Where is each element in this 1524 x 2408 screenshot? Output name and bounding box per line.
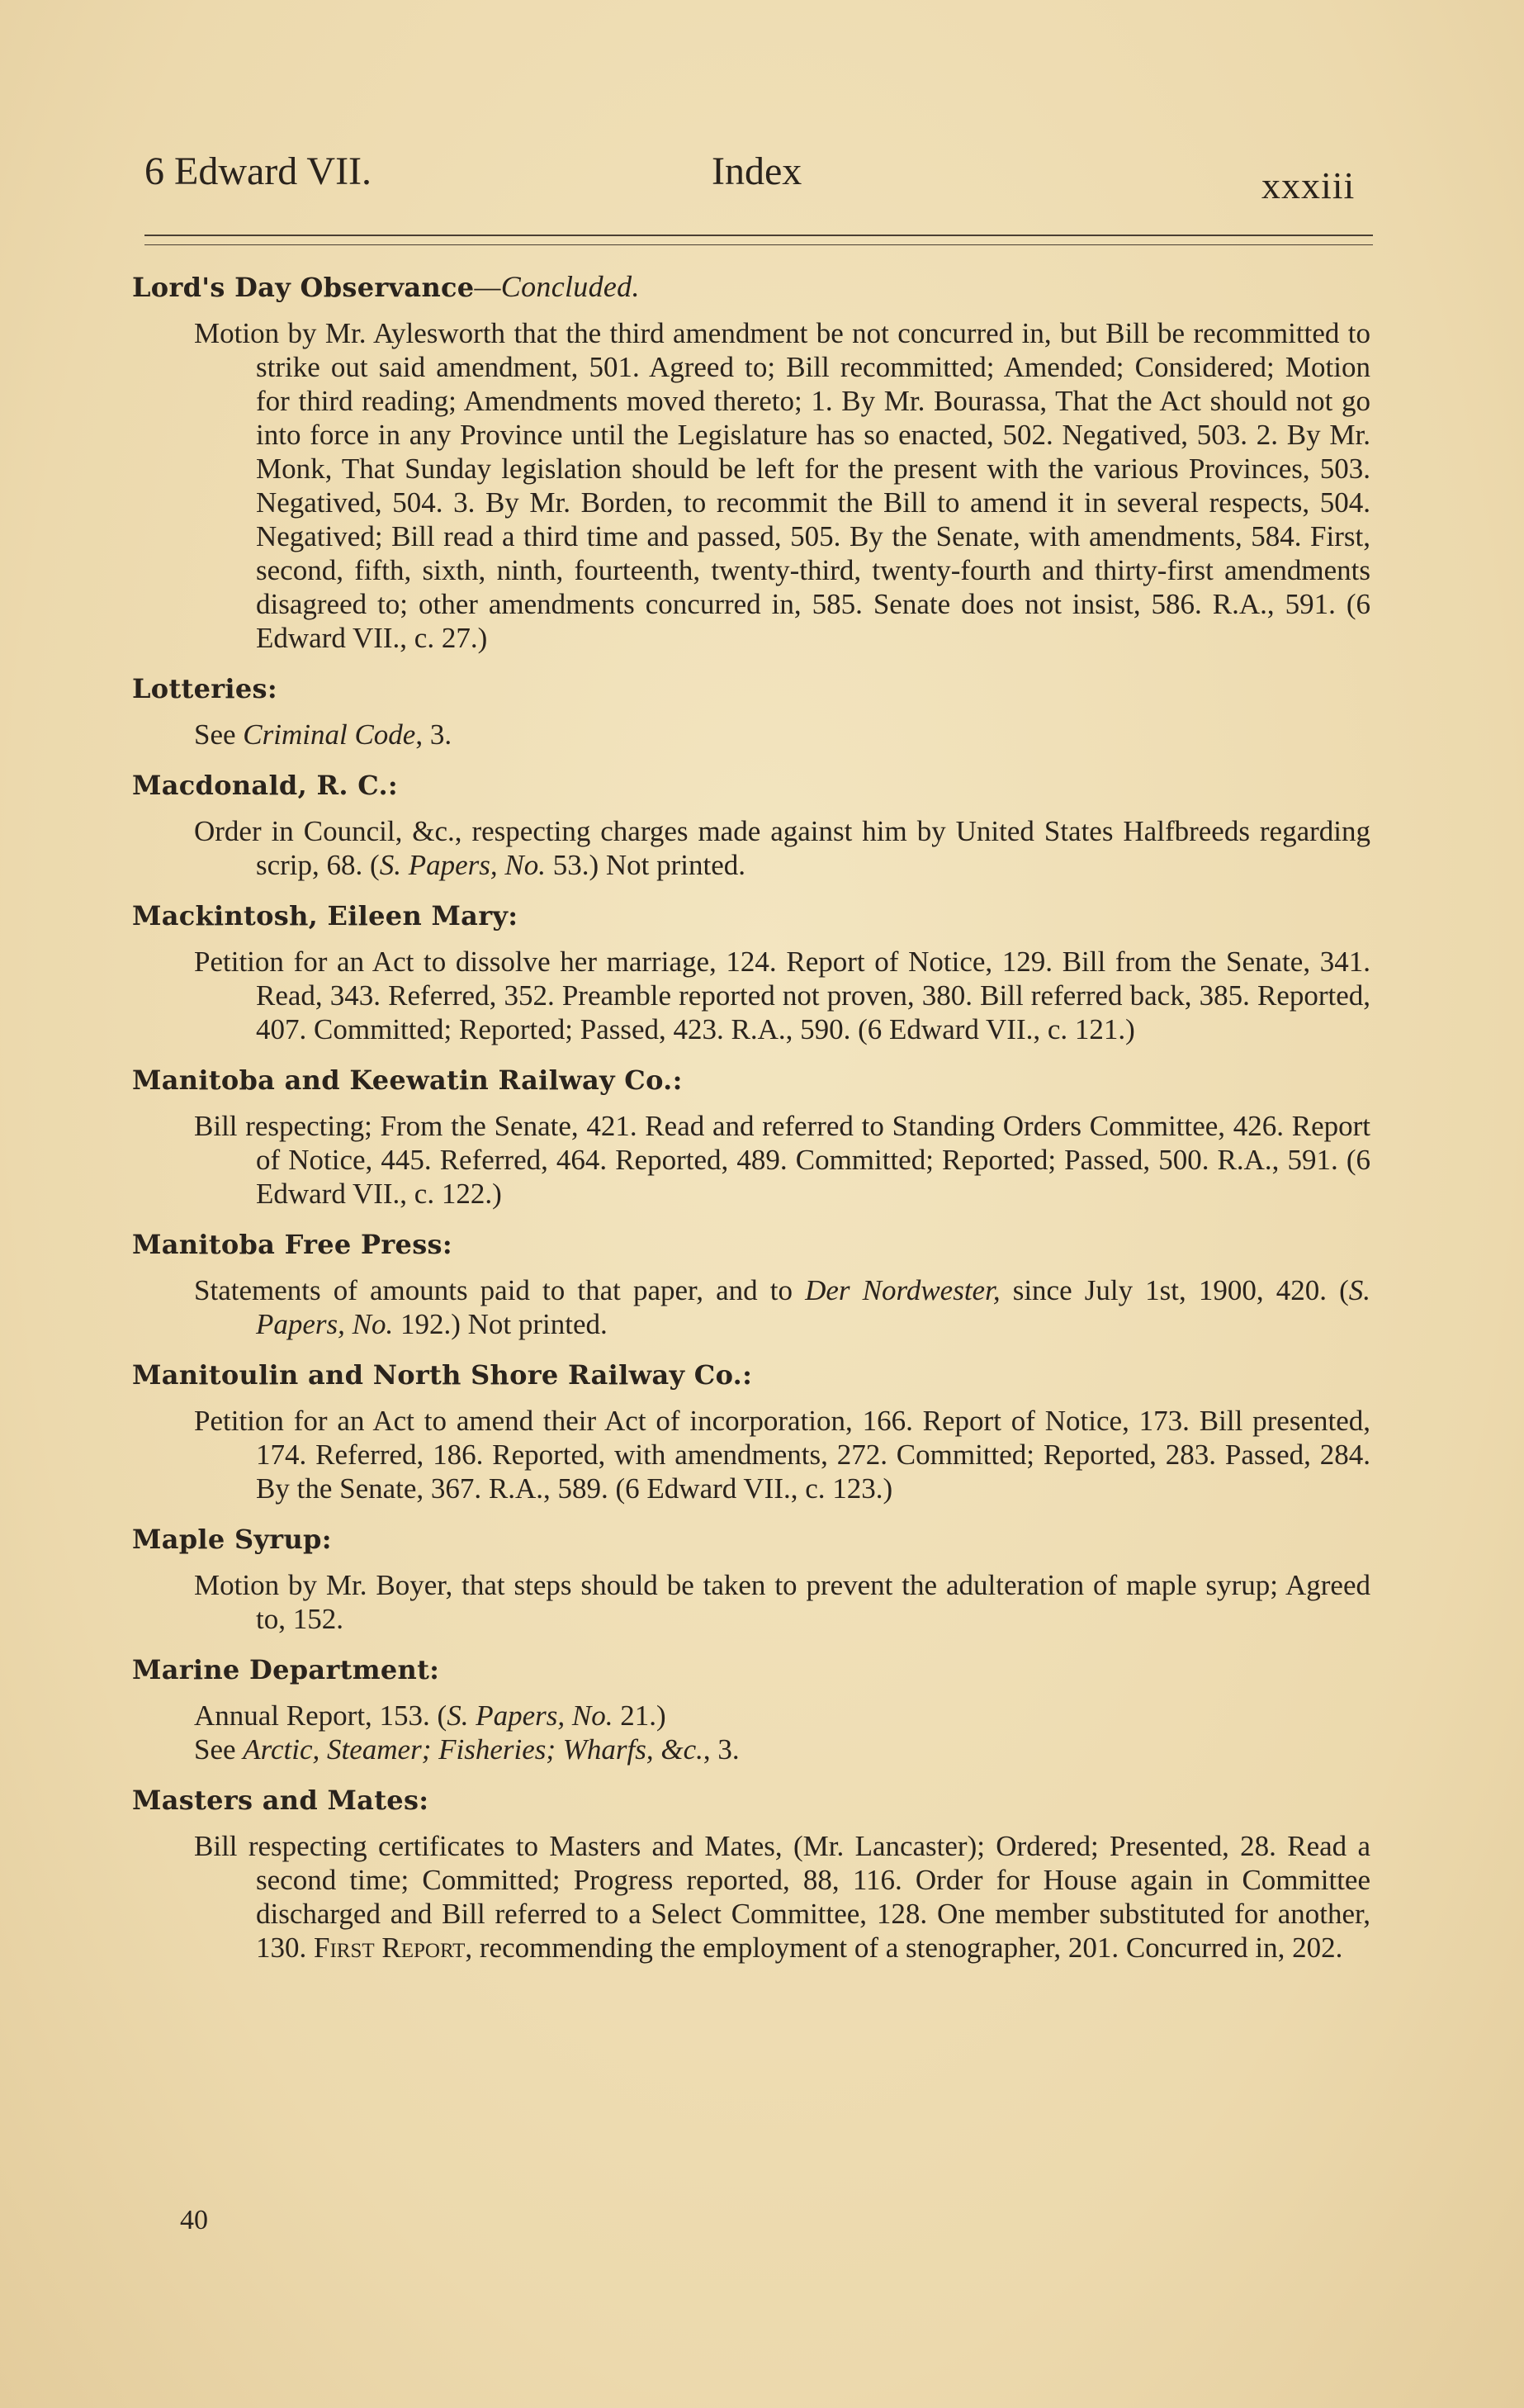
index-entry-masters-mates [132,1783,1370,1965]
entry-heading: Maple Syrup: [132,1524,332,1555]
entry-body: Order in Council, &c., respecting charges made against him by United States Halfbreeds regarding scrip, 68. (S. Papers, No. 53.) Not printed. [194,815,1370,881]
header-rule [144,235,1373,236]
entry-body: Petition for an Act to amend their Act of incorporation, 166. Report of Notice, 173. Bill presented, 174. Referred, 186. Reported, with amendments, 272. Committed; Reported, 283. Passed, 284. By the Senate, 367. R.A., 589. (6 Edward VII., c. 123.) [194,1405,1370,1505]
entry-heading: Masters and Mates: [132,1785,429,1816]
entry-heading: Manitoulin and North Shore Railway Co.: [132,1359,753,1391]
index-entry-marine-department [132,1652,1370,1766]
entry-body-line-2: See Arctic, Steamer; Fisheries; Wharfs, &c., 3. [194,1733,740,1766]
entry-heading: Manitoba and Keewatin Railway Co.: [132,1064,683,1096]
index-entry-maple-syrup [132,1522,1370,1636]
entry-body: Bill respecting certificates to Masters and Mates, (Mr. Lancaster); Ordered; Presented, 28. Read a second time; Committed; Progress reported, 88, 116. Order for House again in Committee discharged and Bill referred to a Select Committee, 128. One member substituted for another, 130. First Report, recommending the employment of a stenographer, 201. Concurred in, 202. [194,1830,1370,1964]
index-entry-manitoba-keewatin [132,1063,1370,1211]
index-content [132,269,1370,1981]
entry-body: Bill respecting; From the Senate, 421. Read and referred to Standing Orders Committee, 426. Report of Notice, 445. Referred, 464. Reported, 489. Committed; Reported; Passed, 500. R.A., 591. (6 Edward VII., c. 122.) [194,1110,1370,1210]
entry-heading: Lord's Day Observance—Concluded. [132,270,640,303]
running-header-page-roman: xxxiii [1261,164,1356,206]
entry-body-line-1: Annual Report, 153. (S. Papers, No. 21.) [194,1699,666,1732]
entry-heading: Marine Department: [132,1654,440,1685]
entry-body: See Criminal Code, 3. [194,718,452,751]
running-header-center: Index [712,149,802,193]
page-number: 40 [180,2205,208,2235]
header-rule-thin [144,244,1373,245]
index-entry-lotteries [132,671,1370,751]
entry-heading: Manitoba Free Press: [132,1229,452,1260]
index-entry-manitoulin [132,1358,1370,1505]
entry-body: Motion by Mr. Boyer, that steps should be taken to prevent the adulteration of maple syrup; Agreed to, 152. [194,1569,1370,1635]
running-header-left: 6 Edward VII. [144,149,372,193]
index-entry-mackintosh [132,898,1370,1046]
entry-body: Statements of amounts paid to that paper, and to Der Nordwester, since July 1st, 1900, 420. (S. Papers, No. 192.) Not printed. [194,1274,1370,1340]
entry-heading: Macdonald, R. C.: [132,770,399,801]
index-entry-macdonald [132,768,1370,882]
entry-body: Petition for an Act to dissolve her marriage, 124. Report of Notice, 129. Bill from the Senate, 341. Read, 343. Referred, 352. Preamble reported not proven, 380. Bill referred back, 385. Reported, 407. Committed; Reported; Passed, 423. R.A., 590. (6 Edward VII., c. 121.) [194,946,1370,1045]
entry-heading: Lotteries: [132,673,277,704]
entry-body: Motion by Mr. Aylesworth that the third amendment be not concurred in, but Bill be recommitted to strike out said amendment, 501. Agreed to; Bill recommitted; Amended; Considered; Motion for third reading; Amendments moved thereto; 1. By Mr. Bourassa, That the Act should not go into force in any Province until the Legislature has so enacted, 502. Negatived, 503. 2. By Mr. Monk, That Sunday legislation should be left for the present with the various Provinces, 503. Negatived, 504. 3. By Mr. Borden, to recommit the Bill to amend it in several respects, 504. Negatived; Bill read a third time and passed, 505. By the Senate, with amendments, 584. First, second, fifth, sixth, ninth, fourteenth, twenty-third, twenty-fourth and thirty-first amendments disagreed to; other amendments concurred in, 585. Senate does not insist, 586. R.A., 591. (6 Edward VII., c. 27.) [194,317,1370,654]
index-entry-lords-day [132,269,1370,655]
entry-heading: Mackintosh, Eileen Mary: [132,900,518,931]
index-entry-manitoba-free-press [132,1227,1370,1341]
